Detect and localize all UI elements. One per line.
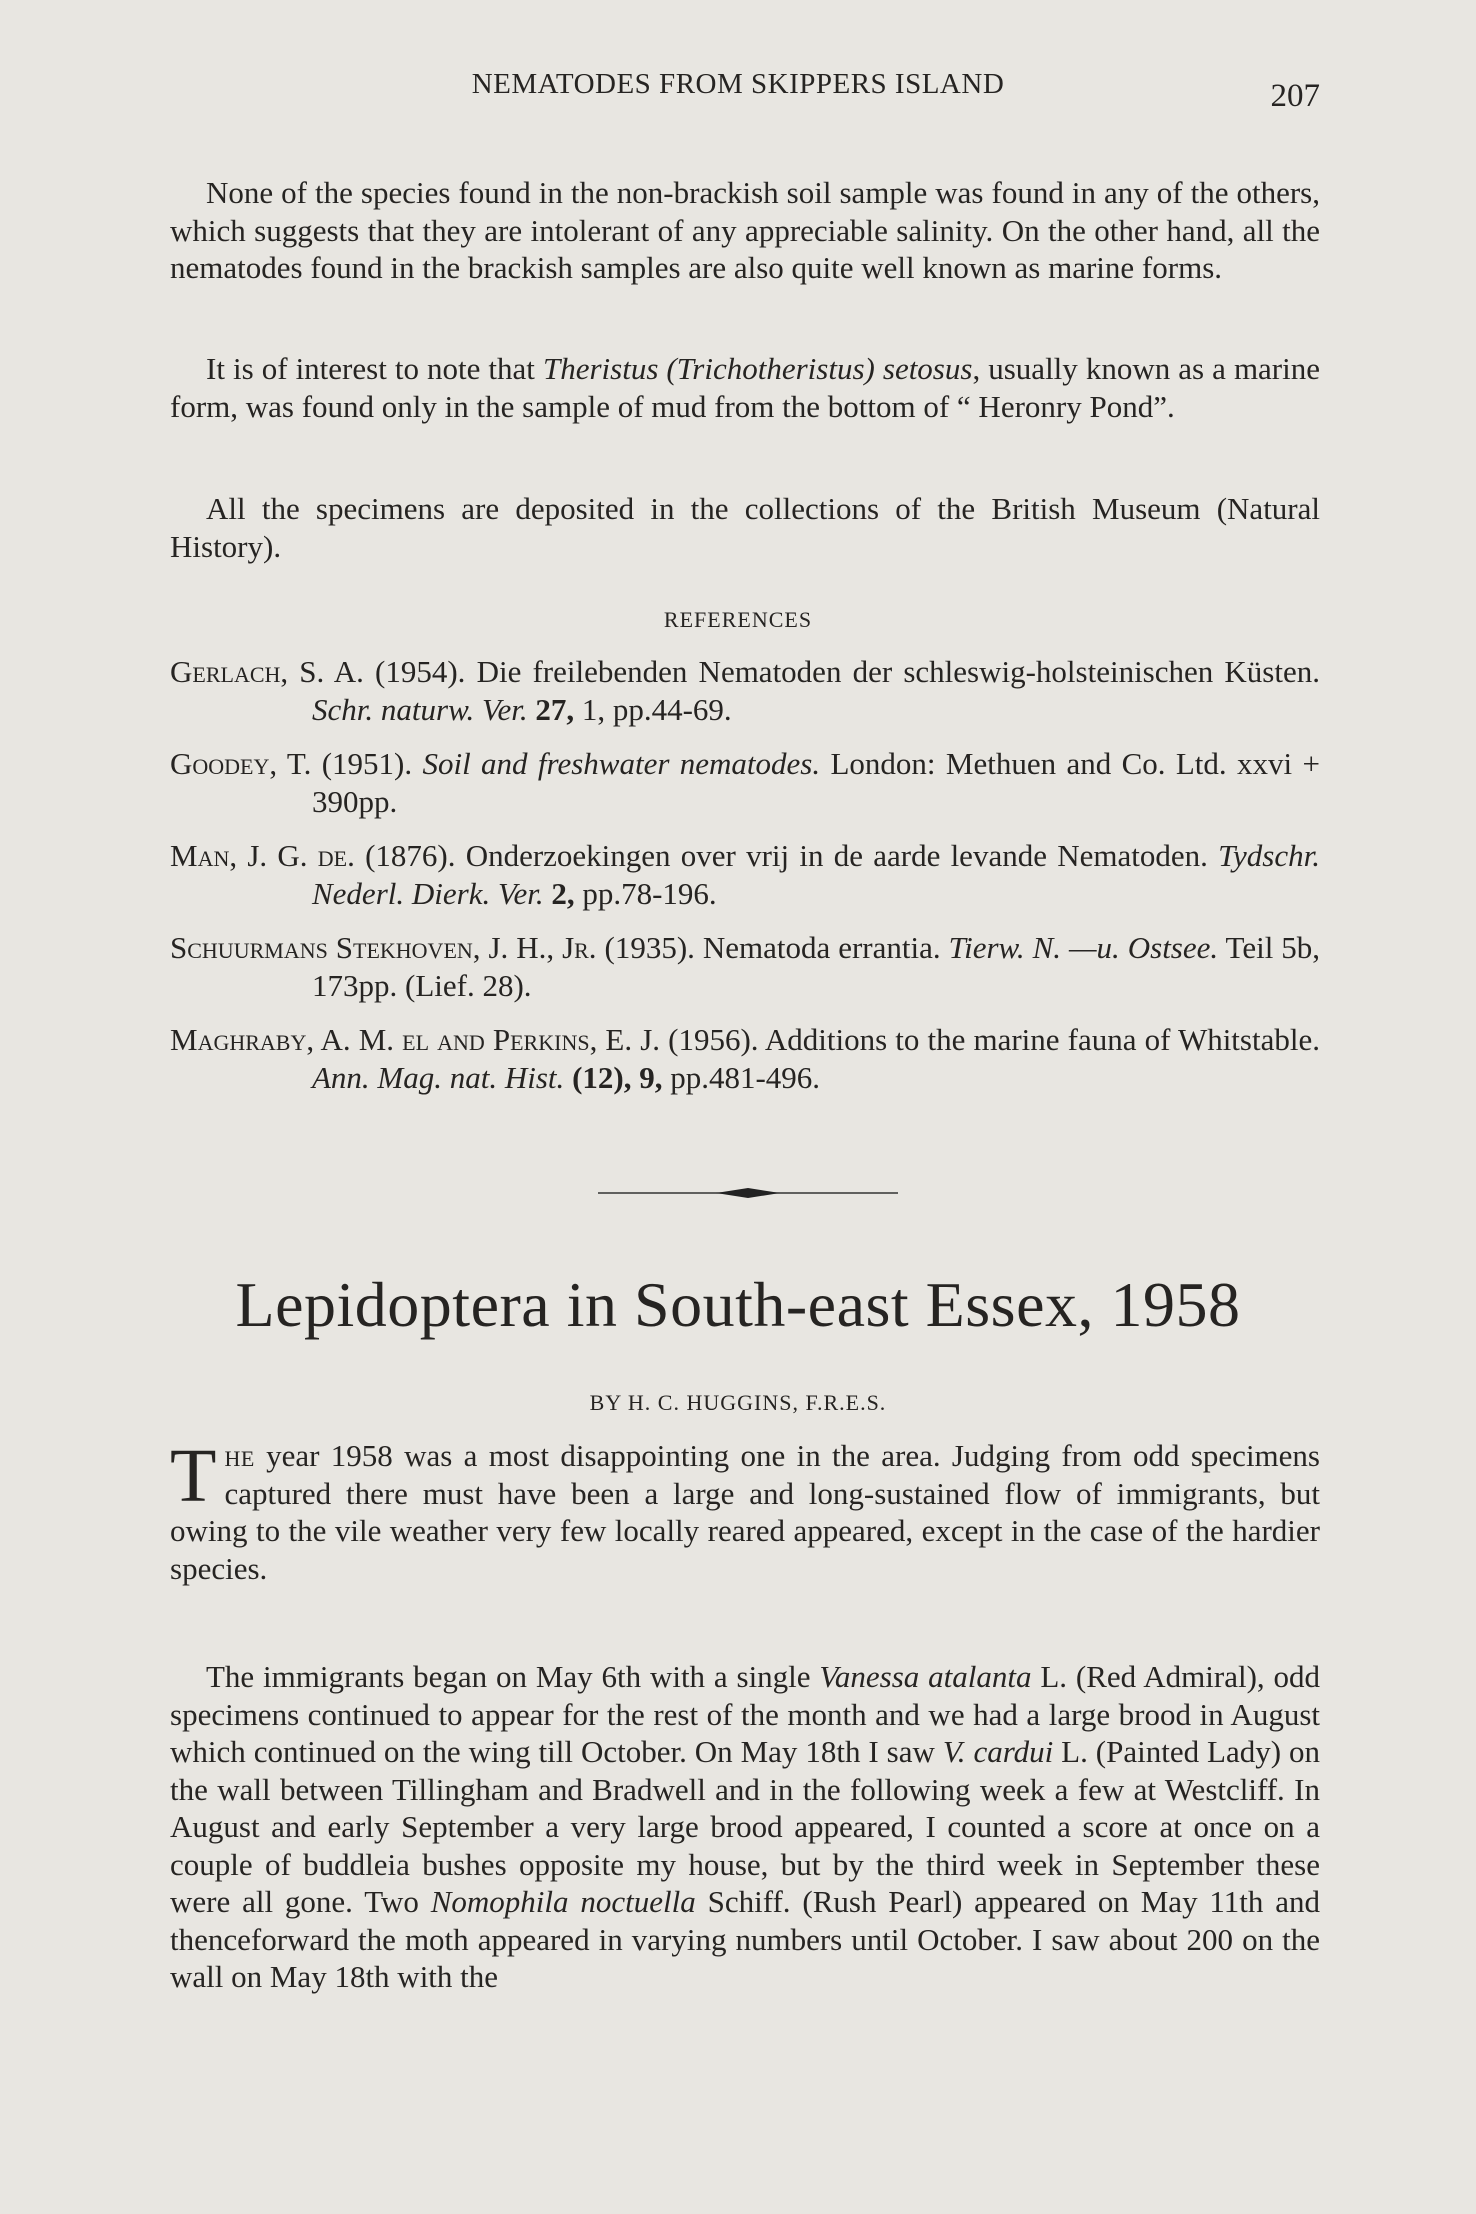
paragraph-specimens bbox=[170, 490, 1320, 565]
article-byline: BY H. C. HUGGINS, F.R.E.S. bbox=[589, 1390, 887, 1415]
reference-text: Teil 5b, 173pp. (Lief. 28). bbox=[312, 930, 1321, 1003]
paragraph-text bbox=[170, 1434, 1320, 1587]
reference-author: Schuurmans Stekhoven, J. H., Jr. bbox=[170, 930, 597, 965]
paragraph-text bbox=[170, 1658, 1320, 1996]
reference-text: (1954). Die freilebenden Nematoden der schleswig-holsteinischen Küsten. bbox=[363, 654, 1320, 689]
reference-journal: Tydschr. Nederl. Dierk. Ver. bbox=[312, 838, 1320, 911]
reference-text: (1951). bbox=[311, 746, 423, 781]
taxon-name: Nomophila noctuella bbox=[430, 1884, 696, 1919]
paragraph-salinity bbox=[170, 174, 1320, 287]
reference-journal: Soil and freshwater nematodes. bbox=[422, 746, 821, 781]
reference-volume: 2, bbox=[543, 875, 575, 911]
running-head: NEMATODES FROM SKIPPERS ISLAND bbox=[471, 68, 1005, 100]
paragraph-text: All the specimens are deposited in the collections of the British Museum (Natural History). bbox=[170, 491, 1320, 564]
text-run: L. (Red Admiral), odd specimens continued to appear for the rest of the month and we had a large brood in August which continued on the wing till October. On May 18th I saw bbox=[170, 1659, 1320, 1769]
reference-text: (1935). Nematoda errantia. bbox=[596, 930, 949, 965]
taxon-name: Vanessa atalanta bbox=[819, 1659, 1032, 1694]
reference-journal: Tierw. N. —u. Ostsee. bbox=[948, 930, 1219, 965]
reference-text: 1, pp.44-69. bbox=[574, 691, 732, 727]
reference-text: pp.78-196. bbox=[574, 875, 717, 911]
reference-volume: 27, bbox=[527, 691, 575, 727]
taxon-name: Theristus (Trichotheristus) setosus bbox=[542, 351, 973, 386]
reference-item bbox=[170, 837, 1320, 912]
text-run: , usually known as a marine form, was found only in the sample of mud from the bottom of “ Heronry Pond”. bbox=[170, 351, 1321, 424]
page-number: 207 bbox=[1270, 78, 1320, 114]
reference-item bbox=[170, 653, 1320, 728]
article-title: Lepidoptera in South-east Essex, 1958 bbox=[235, 1269, 1241, 1340]
article-paragraph-intro bbox=[170, 1434, 1320, 1587]
drop-cap: T bbox=[170, 1434, 217, 1518]
article-paragraph-immigrants bbox=[170, 1658, 1320, 1996]
text-run: L. (Painted Lady) on the wall between Tillingham and Bradwell and in the following week a few at Westcliff. In August and early September a very large brood appeared, I counted a score at once on a couple of buddleia bushes opposite my house, but by the third week in September these were all gone. Two bbox=[170, 1734, 1320, 1919]
reference-text: (1876). Onderzoekingen over vrij in de aarde levande Nematoden. bbox=[354, 838, 1219, 873]
paragraph-text: None of the species found in the non-brackish soil sample was found in any of the others, which suggests that they are intolerant of any appreciable salinity. On the other hand, all the nematodes found in the brackish samples are also quite well known as marine forms. bbox=[170, 175, 1320, 285]
reference-text: pp.481-496. bbox=[662, 1059, 821, 1095]
text-run: It is of interest to note that bbox=[206, 351, 543, 386]
text-run: Schiff. (Rush Pearl) appeared on May 11th and thenceforward the moth appeared in varying numbers until October. I saw about 200 on the wall on May 18th with the bbox=[170, 1884, 1320, 1994]
reference-author: Man, J. G. de. bbox=[170, 838, 355, 873]
section-divider-ornament bbox=[598, 1185, 898, 1201]
reference-item bbox=[170, 745, 1320, 820]
references-heading: REFERENCES bbox=[663, 607, 813, 632]
references-list bbox=[170, 653, 1320, 1113]
paragraph-text bbox=[170, 350, 1320, 425]
reference-text: London: Methuen and Co. Ltd. xxvi + 390pp. bbox=[312, 746, 1320, 819]
reference-author: Maghraby, A. M. el and Perkins, E. J. bbox=[170, 1022, 661, 1057]
reference-journal: Ann. Mag. nat. Hist. bbox=[312, 1059, 565, 1095]
reference-text: (1956). Additions to the marine fauna of Whitstable. bbox=[660, 1022, 1320, 1057]
text-run: year 1958 was a most disappointing one in the area. Judging from odd specimens captured there must have been a large and long-sustained flow of immigrants, but owing to the vile weather very few locally reared appeared, except in the case of the hardier species. bbox=[170, 1438, 1320, 1586]
text-run: The immigrants began on May 6th with a single bbox=[206, 1659, 820, 1694]
reference-item bbox=[170, 1021, 1320, 1096]
lead-in: he bbox=[224, 1438, 255, 1473]
reference-author: Goodey, T. bbox=[170, 746, 312, 781]
reference-author: Gerlach, S. A. bbox=[170, 654, 364, 689]
taxon-name: V. cardui bbox=[942, 1734, 1054, 1769]
reference-journal: Schr. naturw. Ver. bbox=[312, 691, 528, 727]
reference-item bbox=[170, 929, 1320, 1004]
reference-volume: (12), 9, bbox=[564, 1059, 663, 1095]
paragraph-theristus bbox=[170, 350, 1320, 425]
